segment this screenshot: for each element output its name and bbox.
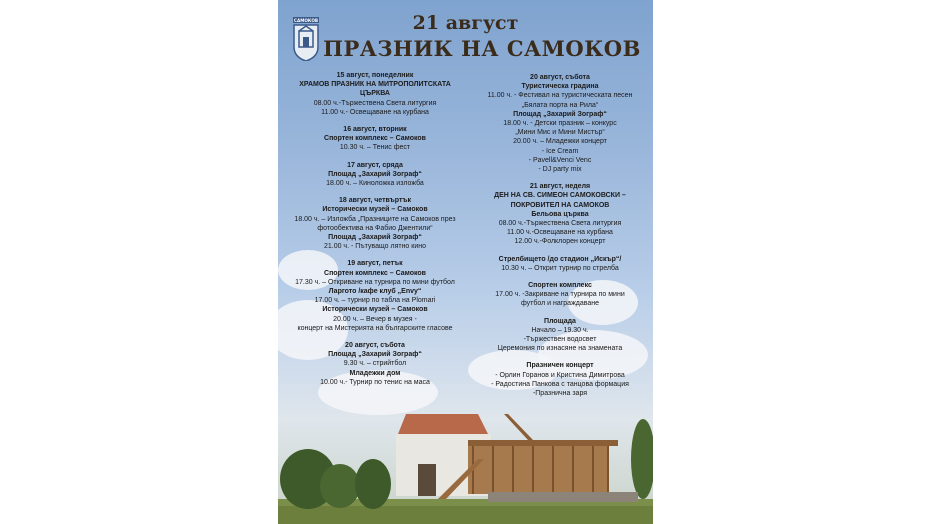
schedule-line: 18.00 ч. – Киноложка изложба <box>326 180 424 188</box>
schedule-heading: 20 август, събота <box>345 342 405 350</box>
spacer <box>470 353 650 361</box>
schedule-line: 11.00 ч. - Фестивал на туристическата песен <box>487 92 633 100</box>
schedule-heading: 17 август, сряда <box>347 161 403 169</box>
schedule-heading: 20 август, събота <box>530 74 590 81</box>
schedule-heading: Бельова църква <box>531 210 589 218</box>
schedule-line: 11.00 ч.-Освещаване на курбана <box>507 229 613 237</box>
schedule-heading: Младежки дом <box>349 369 401 377</box>
schedule-line: -Празнична заря <box>532 390 588 398</box>
spacer <box>284 117 466 125</box>
schedule-line: „Мини Мис и Мини Мистър“ <box>515 129 605 137</box>
schedule-line: 20.00 ч. – Вечер в музея - <box>333 315 417 323</box>
schedule-heading: Ларгото /кафе клуб „Envy“ <box>328 288 422 296</box>
schedule-line: Церемония по изнасяне на знамената <box>497 345 623 353</box>
schedule-line: 17.00 ч. -Закриване на турнира по мини <box>495 291 625 299</box>
schedule-line: 17.00 ч. – турнир по табла на Plomari <box>314 297 436 305</box>
schedule-line: 10.30 ч. – Тенис фест <box>339 144 411 152</box>
schedule-line: концерт на Мистерията на българските гласове <box>297 324 453 332</box>
schedule-left-column <box>284 71 466 387</box>
schedule-line: 9.30 ч. – стрийтбол <box>343 360 407 368</box>
schedule-line: - Орлин Горанов и Кристина Димитрова <box>495 371 625 379</box>
schedule-heading: 16 август, вторник <box>343 126 407 134</box>
spacer <box>284 251 466 259</box>
schedule-line: 12.00 ч.-Фолклорен концерт <box>514 238 606 246</box>
schedule-heading: Площад „Захарий Зограф“ <box>328 170 422 178</box>
schedule-line: Начало – 19.30 ч. <box>531 326 589 334</box>
spacer <box>470 174 650 182</box>
schedule-right-column <box>470 73 650 398</box>
schedule-heading: ХРАМОВ ПРАЗНИК НА МИТРОПОЛИТСКАТА ЦЪРКВА <box>299 81 451 98</box>
schedule-heading: 18 август, четвъртък <box>339 197 411 205</box>
festival-title: ПРАЗНИК НА САМОКОВ <box>323 36 641 61</box>
schedule-heading: Исторически музей – Самоков <box>322 206 428 214</box>
festival-date: 21 август <box>412 12 519 34</box>
schedule-line: 18.00 ч. – Изложба „Празниците на Самоков през <box>294 215 456 223</box>
schedule-line: -Тържествен водосвет <box>523 336 597 344</box>
schedule-heading: Спортен комплекс – Самоков <box>324 269 426 277</box>
schedule-line: 17.30 ч. – Откриване на турнира по мини футбол <box>295 278 455 286</box>
schedule-heading: Стрелбището /до стадион „Искър“/ <box>498 255 622 263</box>
fortress-illustration <box>278 374 653 524</box>
schedule-heading: Спортен комплекс – Самоков <box>324 135 426 143</box>
spacer <box>470 309 650 317</box>
schedule-line: 10.00 ч.- Турнир по тенис на маса <box>320 378 430 386</box>
schedule-heading: ПОКРОВИТЕЛ НА САМОКОВ <box>510 201 610 209</box>
schedule-heading: Празничен концерт <box>526 362 594 370</box>
schedule-heading: Спортен комплекс <box>528 282 592 290</box>
schedule-heading: 15 август, понеделник <box>336 72 414 79</box>
schedule-line: 20.00 ч. – Младежки концерт <box>513 138 607 146</box>
spacer <box>470 273 650 281</box>
schedule-line: - Радостина Панкова с танцова формация <box>491 380 629 388</box>
schedule-line: фотообектива на Фабио Джентили“ <box>317 224 433 232</box>
schedule-line: футбол и награждаване <box>520 300 600 308</box>
schedule-line: - Ice Cream <box>541 147 579 155</box>
schedule-heading: Площад „Захарий Зограф“ <box>328 234 422 242</box>
spacer <box>284 333 466 341</box>
schedule-heading: 21 август, неделя <box>529 183 591 191</box>
schedule-line: 08.00 ч.-Тържествена Света литургия <box>313 99 437 107</box>
schedule-line: 10.30 ч. – Открит турнир по стрелба <box>501 264 619 272</box>
schedule-line: - DJ party mix <box>538 166 582 174</box>
svg-text:САМОКОВ: САМОКОВ <box>293 17 319 23</box>
schedule-line: „Бялата порта на Рила“ <box>521 101 599 109</box>
schedule-heading: 19 август, петък <box>347 260 403 268</box>
schedule-heading: Площада <box>544 317 576 325</box>
schedule-heading: Исторически музей – Самоков <box>322 306 428 314</box>
schedule-heading: Туристическа градина <box>521 83 599 91</box>
schedule-line: - Pavell&Venci Venc <box>528 156 592 164</box>
spacer <box>284 153 466 161</box>
schedule-heading: Площад „Захарий Зограф“ <box>328 351 422 359</box>
schedule-line: 21.00 ч. - Пътуващо лятно кино <box>323 243 427 251</box>
festival-poster <box>278 0 653 524</box>
schedule-heading: ДЕН НА СВ. СИМЕОН САМОКОВСКИ – <box>494 192 626 200</box>
schedule-line: 11.00 ч.- Освещаване на курбана <box>321 108 429 116</box>
schedule-line: 08.00 ч.-Тържествена Света литургия <box>498 220 622 228</box>
schedule-heading: Площад „Захарий Зограф“ <box>513 110 607 118</box>
schedule-line: 18.00 ч. - Детски празник – конкурс <box>503 120 617 128</box>
spacer <box>284 188 466 196</box>
spacer <box>470 247 650 255</box>
